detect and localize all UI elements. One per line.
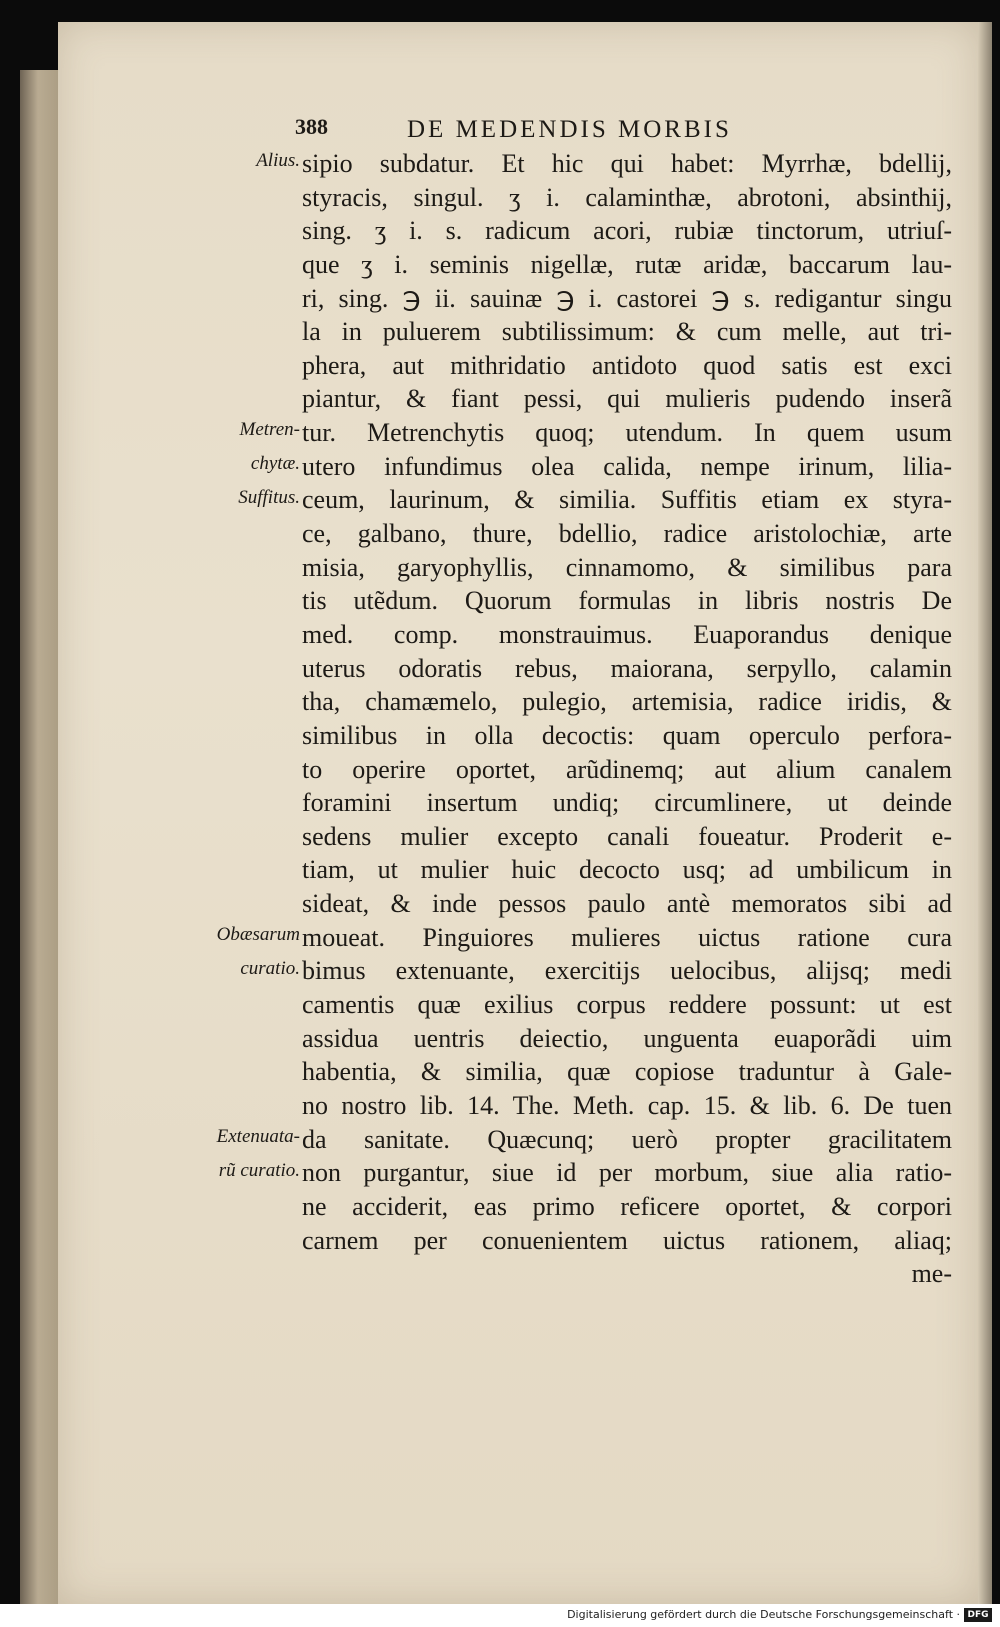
text-line: camentis quæ exilius corpus reddere possunt: ut est <box>302 990 952 1020</box>
footer-bar <box>0 1604 1000 1627</box>
text-line: tha, chamæmelo, pulegio, artemisia, radice iridis, & <box>302 687 952 717</box>
text-line: que ʒ i. seminis nigellæ, rutæ aridæ, baccarum lau- <box>302 249 952 279</box>
text-line: habentia, & similia, quæ copiose traduntur à Gale- <box>302 1057 952 1087</box>
text-line: piantur, & fiant pessi, qui mulieris pudendo inserã <box>302 384 952 414</box>
text-line: tur. Metrenchytis quoq; utendum. In quem usum <box>302 418 952 448</box>
text-line: moueat. Pinguiores mulieres uictus ratione cura <box>302 922 952 952</box>
text-line: misia, garyophyllis, cinnamomo, & similibus para <box>302 552 952 582</box>
text-line: tiam, ut mulier huic decocto usq; ad umbilicum in <box>302 855 952 885</box>
text-line: la in puluerem subtilissimum: & cum melle, aut tri- <box>302 317 952 347</box>
text-line: phera, aut mithridatio antidoto quod satis est exci <box>302 350 952 380</box>
margin-note-obaesarum-1: Obæsarum <box>216 924 300 945</box>
body-text <box>302 147 952 1291</box>
funding-credit: Digitalisierung gefördert durch die Deutsche Forschungsgemeinschaft · <box>567 1608 960 1621</box>
text-line: no nostro lib. 14. The. Meth. cap. 15. & lib. 6. De tuen <box>302 1090 952 1120</box>
margin-note-extenuatarum-2: rũ curatio. <box>218 1160 300 1181</box>
book-edge-right <box>978 22 992 1604</box>
text-line: uterus odoratis rebus, maiorana, serpyllo, calamin <box>302 653 952 683</box>
dfg-logo: DFG <box>964 1608 992 1622</box>
text-line: da sanitate. Quæcunq; uerò propter gracilitatem <box>302 1124 952 1154</box>
text-line: ce, galbano, thure, bdellio, radice aristolochiæ, arte <box>302 519 952 549</box>
text-line: styracis, singul. ʒ i. calaminthæ, abrotoni, absinthij, <box>302 182 952 212</box>
text-line: utero infundimus olea calida, nempe irinum, lilia- <box>302 451 952 481</box>
margin-note-metrenchytae-2: chytæ. <box>250 453 300 474</box>
text-line: non purgantur, siue id per morbum, siue alia ratio- <box>302 1158 952 1188</box>
text-line: to operire oportet, arũdinemq; aut alium canalem <box>302 754 952 784</box>
text-line: sedens mulier excepto canali foueatur. Proderit e- <box>302 821 952 851</box>
text-line: carnem per conuenientem uictus rationem, aliaq; <box>302 1225 952 1255</box>
text-line: tis utẽdum. Quorum formulas in libris nostris De <box>302 586 952 616</box>
text-line: sipio subdatur. Et hic qui habet: Myrrhæ, bdellij, <box>302 149 952 178</box>
text-line: ceum, laurinum, & similia. Suffitis etiam ex styra- <box>302 485 952 515</box>
text-line: med. comp. monstrauimus. Euaporandus denique <box>302 619 952 649</box>
catchword: me- <box>911 1259 952 1289</box>
margin-note-metrenchytae-1: Metren- <box>239 419 300 440</box>
text-line: bimus extenuante, exercitijs uelocibus, alijsq; medi <box>302 956 952 986</box>
text-line: similibus in olla decoctis: quam operculo perfora- <box>302 720 952 750</box>
margin-note-extenuatarum-1: Extenuata- <box>216 1126 300 1147</box>
running-title: DE MEDENDIS MORBIS <box>407 116 732 143</box>
text-line: ri, sing. ℈ ii. sauinæ ℈ i. castorei ℈ s. redigantur singu <box>302 283 952 313</box>
margin-note-suffitus: Suffitus. <box>238 487 300 508</box>
text-line: sing. ʒ i. s. radicum acori, rubiæ tinctorum, utriuſ- <box>302 216 952 246</box>
text-line: assidua uentris deiectio, unguenta euaporãdi uim <box>302 1023 952 1053</box>
text-line: foramini insertum undiq; circumlinere, ut deinde <box>302 788 952 818</box>
margin-note-alius: Alius. <box>256 150 300 171</box>
text-line: ne acciderit, eas primo reficere oportet, & corpori <box>302 1191 952 1221</box>
margin-note-obaesarum-2: curatio. <box>240 958 300 979</box>
text-line: sideat, & inde pessos paulo antè memoratos sibi ad <box>302 889 952 919</box>
page-number: 388 <box>295 114 328 139</box>
